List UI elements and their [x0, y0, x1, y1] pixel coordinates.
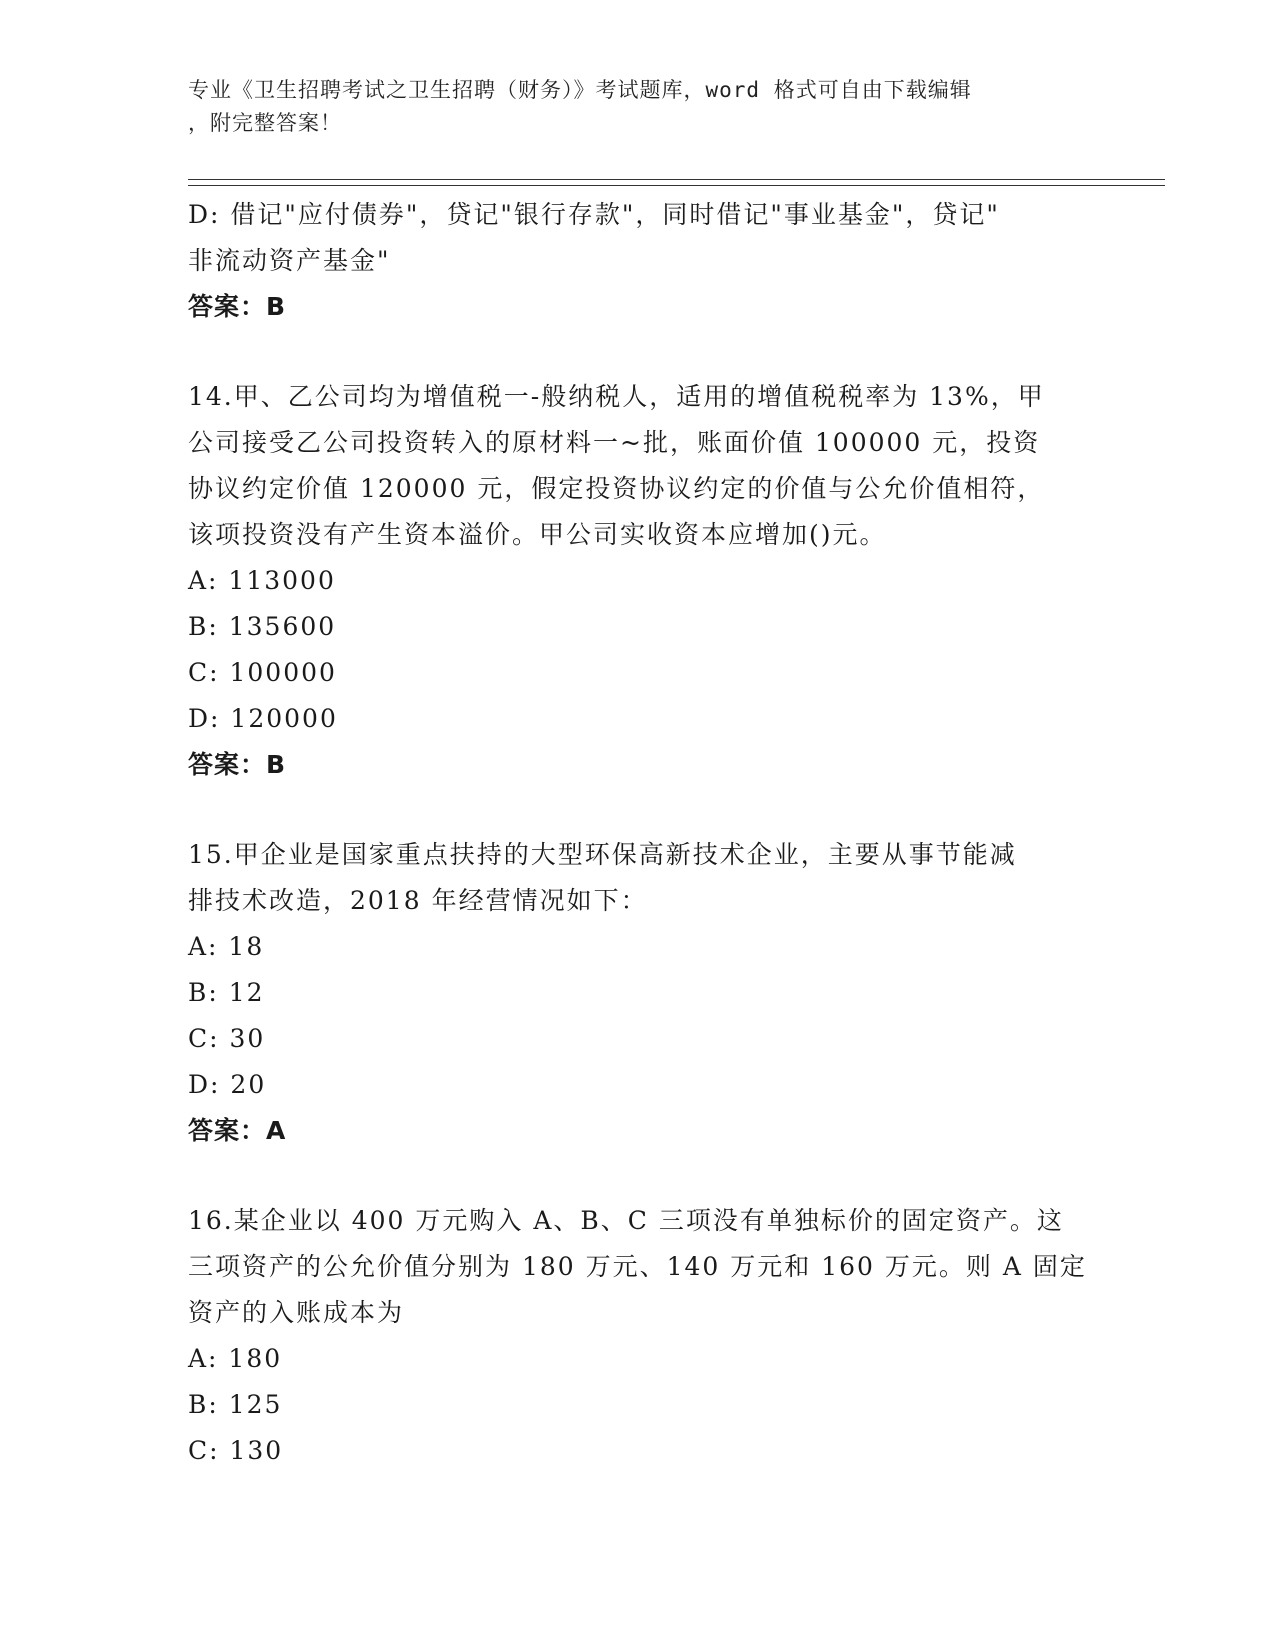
- question-14: [188, 374, 1088, 788]
- option-d: D: 20: [188, 1070, 267, 1099]
- question-stem-line: 资产的入账成本为: [188, 1298, 405, 1327]
- option-d: D: 120000: [188, 704, 338, 733]
- answer-line: 答案：B: [188, 750, 287, 779]
- question-stem-line: 16.某企业以 400 万元购入 A、B、C 三项没有单独标价的固定资产。这: [188, 1206, 1064, 1235]
- question-stem-line: 15.甲企业是国家重点扶持的大型环保高新技术企业，主要从事节能减: [188, 840, 1017, 869]
- document-body: [188, 192, 1088, 1474]
- question-16: [188, 1198, 1088, 1474]
- option-a: A: 18: [188, 932, 265, 961]
- header-divider-top: [188, 179, 1165, 180]
- question-stem-line: 协议约定价值 120000 元，假定投资协议约定的价值与公允价值相符，: [188, 474, 1045, 503]
- option-d-line-1: D: 借记"应付债券"，贷记"银行存款"，同时借记"事业基金"，贷记": [188, 200, 1000, 229]
- option-b: B: 135600: [188, 612, 337, 641]
- option-b: B: 12: [188, 978, 265, 1007]
- header-divider-bottom: [188, 185, 1165, 186]
- option-a: A: 113000: [188, 566, 336, 595]
- question-stem-line: 该项投资没有产生资本溢价。甲公司实收资本应增加()元。: [188, 520, 887, 549]
- header-line-2: ，附完整答案！: [188, 111, 342, 135]
- header-line-1: 专业《卫生招聘考试之卫生招聘（财务）》考试题库，word 格式可自由下载编辑: [188, 78, 972, 102]
- question-stem-line: 14.甲、乙公司均为增值税一-般纳税人，适用的增值税税率为 13%，甲: [188, 382, 1045, 411]
- option-c: C: 130: [188, 1436, 284, 1465]
- prev-question: [188, 192, 1088, 330]
- option-a: A: 180: [188, 1344, 283, 1373]
- option-b: B: 125: [188, 1390, 283, 1419]
- option-d-line-2: 非流动资产基金": [188, 246, 391, 275]
- spacer: [188, 330, 1088, 374]
- question-stem-line: 公司接受乙公司投资转入的原材料一~批，账面价值 100000 元，投资: [188, 428, 1041, 457]
- question-15: [188, 832, 1088, 1154]
- option-c: C: 100000: [188, 658, 337, 687]
- spacer: [188, 788, 1088, 832]
- answer-line: 答案：B: [188, 292, 287, 321]
- document-header: [188, 74, 1078, 140]
- answer-line: 答案：A: [188, 1116, 287, 1145]
- spacer: [188, 1154, 1088, 1198]
- question-stem-line: 三项资产的公允价值分别为 180 万元、140 万元和 160 万元。则 A 固定: [188, 1252, 1087, 1281]
- question-stem-line: 排技术改造，2018 年经营情况如下：: [188, 886, 648, 915]
- option-c: C: 30: [188, 1024, 266, 1053]
